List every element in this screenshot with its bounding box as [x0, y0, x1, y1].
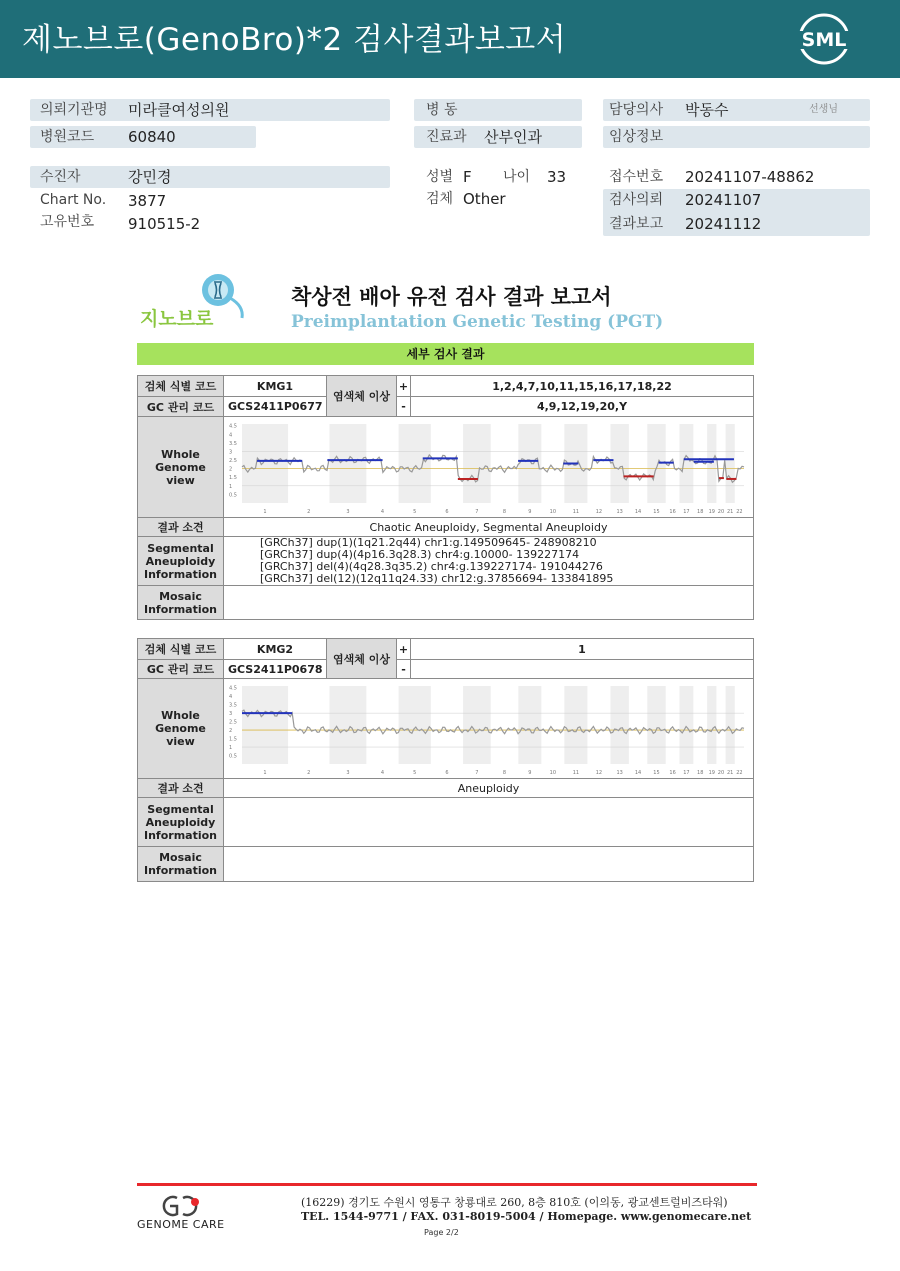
dept-label: 진료과 [426, 129, 467, 145]
x-tick-label: 8 [502, 508, 507, 515]
doctor-suffix: 선생님 [809, 104, 838, 115]
sample-1-genome-plot [228, 420, 748, 515]
chrom-band [242, 686, 288, 764]
chrom-abn-label: 염색체 이상 [327, 376, 397, 417]
gain-sign: + [397, 376, 411, 397]
loss-sign: - [397, 397, 411, 417]
x-tick-label: 15 [653, 769, 660, 776]
gc-code-label: GC 관리 코드 [138, 660, 224, 679]
y-tick-label: 1.5 [229, 736, 237, 743]
sample-2-plot-cell [224, 679, 754, 779]
sample-2-gc: GCS2411P0678 [224, 660, 327, 679]
dept-row [414, 126, 582, 148]
y-tick-label: 4.5 [229, 685, 237, 692]
report-title: 제노브로(GenoBro)*2 검사결과보고서 [22, 22, 567, 58]
hospital-code-value: 60840 [128, 128, 176, 146]
y-tick-label: 2 [229, 466, 233, 473]
chrom-band [330, 424, 367, 503]
sml-logo-icon [796, 12, 852, 66]
institution-label: 의뢰기관명 [40, 102, 108, 118]
x-tick-label: 13 [616, 769, 623, 776]
x-tick-label: 4 [380, 769, 385, 776]
x-tick-label: 7 [475, 769, 479, 776]
hospital-code-label: 병원코드 [40, 129, 95, 145]
x-tick-label: 21 [726, 508, 734, 515]
y-tick-label: 3.5 [229, 702, 237, 709]
x-tick-label: 5 [413, 508, 417, 515]
x-tick-label: 17 [683, 508, 690, 515]
x-tick-label: 10 [549, 508, 557, 515]
footer-address-block [301, 1196, 751, 1224]
chrom-band [610, 686, 628, 764]
x-tick-label: 11 [572, 508, 580, 515]
footer-divider [137, 1183, 757, 1186]
id-value: 910515-2 [128, 215, 201, 233]
age-value: 33 [547, 168, 567, 186]
report-label: 결과보고 [609, 216, 664, 232]
x-tick-label: 6 [445, 769, 449, 776]
x-tick-label: 14 [634, 508, 642, 515]
name-value: 강민경 [128, 168, 172, 186]
sample-2-gain: 1 [411, 639, 754, 660]
x-tick-label: 22 [736, 508, 743, 515]
x-tick-label: 16 [669, 508, 676, 515]
x-tick-label: 17 [683, 769, 690, 776]
sample-1-code: KMG1 [224, 376, 327, 397]
chart-value: 3877 [128, 192, 167, 210]
clinical-label: 임상정보 [609, 129, 664, 145]
x-tick-label: 2 [307, 508, 311, 515]
seg-line: [GRCh37] dup(1)(1q21.2q44) chr1:g.149509645- 248908210 [260, 536, 597, 549]
gc-code-label: GC 관리 코드 [138, 397, 224, 417]
genome-care-logo-icon [157, 1194, 203, 1218]
sex-value: F [463, 168, 472, 186]
doctor-row [603, 99, 870, 121]
seg-line: [GRCh37] dup(4)(4p16.3q28.3) chr4:g.10000- 139227174 [260, 548, 580, 561]
genobro-logo-icon [138, 272, 250, 332]
chrom-band [680, 686, 694, 764]
x-tick-label: 4 [380, 508, 385, 515]
sample-1-loss: 4,9,12,19,20,Y [411, 397, 754, 417]
x-tick-label: 3 [346, 769, 350, 776]
x-tick-label: 12 [595, 508, 603, 515]
hospital-code-row [30, 126, 256, 148]
chrom-band [726, 686, 735, 764]
x-tick-label: 2 [307, 769, 311, 776]
sample-2-mosaic [224, 847, 754, 882]
sample-2-seg-cell [224, 798, 754, 847]
x-tick-label: 5 [413, 769, 417, 776]
x-tick-label: 6 [445, 508, 449, 515]
x-tick-label: 10 [549, 769, 557, 776]
x-tick-label: 13 [616, 508, 623, 515]
seg-label: Segmental Aneuploidy Information [138, 537, 224, 586]
y-tick-label: 0.5 [229, 753, 237, 760]
pgt-subtitle: Preimplantation Genetic Testing (PGT) [291, 312, 664, 332]
y-tick-label: 3.5 [229, 440, 237, 447]
clinical-row [603, 126, 870, 148]
chrom-band [463, 686, 491, 764]
sample-2-finding: Aneuploidy [224, 779, 754, 798]
x-tick-label: 16 [669, 769, 676, 776]
sample-2-table [137, 638, 754, 882]
report-value: 20241112 [685, 215, 762, 233]
x-tick-label: 19 [708, 508, 715, 515]
chrom-band [518, 686, 541, 764]
x-tick-label: 8 [502, 769, 507, 776]
id-label: 고유번호 [40, 214, 95, 230]
dates-box [603, 189, 870, 236]
footer-address: (16229) 경기도 수원시 영통구 창룡대로 260, 8층 810호 (이의동, 광교센트럴비즈타워) [301, 1196, 728, 1209]
sample-1-seg-cell [224, 537, 754, 586]
chrom-band [463, 424, 491, 503]
x-tick-label: 9 [528, 769, 532, 776]
sample-2-genome-plot [228, 682, 748, 776]
y-tick-label: 1 [229, 483, 233, 490]
y-tick-label: 1 [229, 744, 233, 751]
chrom-band [726, 424, 735, 503]
dept-value: 산부인과 [484, 128, 542, 146]
section-title: 세부 검사 결과 [137, 343, 754, 365]
sample-code-label: 검체 식별 코드 [138, 376, 224, 397]
x-tick-label: 7 [475, 508, 479, 515]
mosaic-label: Mosaic Information [138, 586, 224, 620]
x-tick-label: 20 [717, 769, 725, 776]
genobro-logo-text: 지노브로 [140, 308, 214, 330]
sample-1-finding: Chaotic Aneuploidy, Segmental Aneuploidy [224, 518, 754, 537]
sample-2-code: KMG2 [224, 639, 327, 660]
chrom-abn-label: 염색체 이상 [327, 639, 397, 679]
x-tick-label: 15 [653, 508, 660, 515]
x-tick-label: 12 [595, 769, 603, 776]
footer-contact: TEL. 1544-9771 / FAX. 031-8019-5004 / Homepage. www.genomecare.net [301, 1210, 752, 1223]
chrom-band [242, 424, 288, 503]
request-label: 검사의뢰 [609, 192, 664, 208]
y-tick-label: 4 [229, 431, 233, 438]
x-tick-label: 14 [634, 769, 642, 776]
y-tick-label: 0.5 [229, 491, 237, 498]
ward-label: 병 동 [426, 102, 458, 118]
chrom-band [330, 686, 367, 764]
sex-label: 성별 [426, 169, 454, 185]
sample-1-mosaic [224, 586, 754, 620]
x-tick-label: 1 [263, 769, 267, 776]
x-tick-label: 21 [726, 769, 734, 776]
x-tick-label: 20 [717, 508, 725, 515]
y-tick-label: 2 [229, 727, 233, 734]
x-tick-label: 19 [708, 769, 715, 776]
receipt-label: 접수번호 [609, 169, 664, 185]
ward-row [414, 99, 582, 121]
chrom-band [564, 686, 587, 764]
chrom-band [399, 424, 431, 503]
header-bar [0, 0, 900, 78]
name-row [30, 166, 390, 188]
chrom-band [707, 424, 716, 503]
sample-1-gc: GCS2411P0677 [224, 397, 327, 417]
x-tick-label: 11 [572, 769, 580, 776]
x-tick-label: 1 [263, 508, 267, 515]
request-value: 20241107 [685, 191, 762, 209]
x-tick-label: 18 [697, 508, 704, 515]
page-number: Page 2/2 [424, 1228, 459, 1237]
x-tick-label: 3 [346, 508, 350, 515]
sample-2-loss [411, 660, 754, 679]
sml-logo-text: SML [801, 29, 847, 51]
sample-code-label: 검체 식별 코드 [138, 639, 224, 660]
y-tick-label: 3 [229, 710, 233, 717]
seg-line: [GRCh37] del(4)(4q28.3q35.2) chr4:g.139227174- 191044276 [260, 560, 603, 573]
age-label: 나이 [503, 169, 531, 185]
chrom-band [680, 424, 694, 503]
y-tick-label: 2.5 [229, 719, 237, 726]
seg-line: [GRCh37] del(12)(12q11q24.33) chr12:g.37856694- 133841895 [260, 572, 614, 585]
seg-label: Segmental Aneuploidy Information [138, 798, 224, 847]
chrom-band [707, 686, 716, 764]
chrom-band [647, 686, 665, 764]
chart-label: Chart No. [40, 192, 107, 208]
chrom-band [399, 686, 431, 764]
x-tick-label: 22 [736, 769, 743, 776]
mosaic-label: Mosaic Information [138, 847, 224, 882]
finding-label: 결과 소견 [138, 779, 224, 798]
y-tick-label: 2.5 [229, 457, 237, 464]
receipt-value: 20241107-48862 [685, 168, 815, 186]
y-tick-label: 3 [229, 448, 233, 455]
sample-1-table [137, 375, 754, 620]
x-tick-label: 18 [697, 769, 704, 776]
finding-label: 결과 소견 [138, 518, 224, 537]
doctor-value: 박동수 [685, 101, 729, 119]
gain-sign: + [397, 639, 411, 660]
company-name: GENOME CARE [137, 1218, 225, 1231]
name-label: 수진자 [40, 169, 81, 185]
pgt-title: 착상전 배아 유전 검사 결과 보고서 [291, 285, 612, 309]
institution-row [30, 99, 390, 121]
sample-1-plot-cell [224, 417, 754, 518]
specimen-value: Other [463, 190, 506, 208]
wgv-label: Whole Genome view [138, 679, 224, 779]
wgv-label: Whole Genome view [138, 417, 224, 518]
y-tick-label: 4.5 [229, 423, 237, 430]
loss-sign: - [397, 660, 411, 679]
institution-value: 미라클여성의원 [128, 101, 230, 119]
y-tick-label: 4 [229, 693, 233, 700]
sample-1-gain: 1,2,4,7,10,11,15,16,17,18,22 [411, 376, 754, 397]
doctor-label: 담당의사 [609, 102, 664, 118]
specimen-label: 검체 [426, 191, 454, 207]
y-tick-label: 1.5 [229, 474, 237, 481]
x-tick-label: 9 [528, 508, 532, 515]
